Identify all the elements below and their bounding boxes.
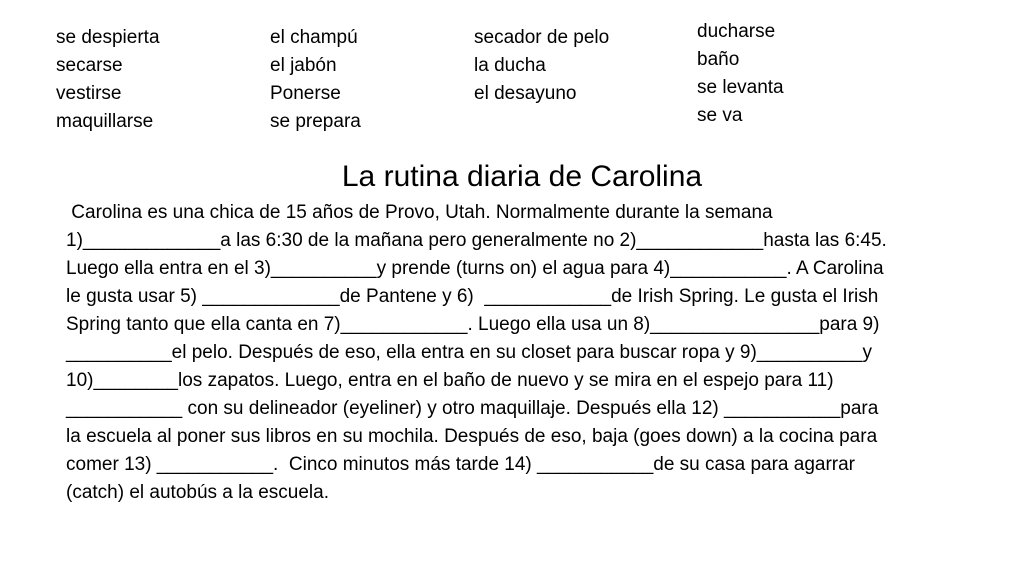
passage-line: le gusta usar 5) _____________de Pantene y 6) ____________de Irish Spring. Le gusta el Irish	[66, 286, 879, 307]
word-bank-item: ducharse	[697, 21, 776, 42]
word-bank-item: se va	[697, 105, 743, 126]
word-bank-item: vestirse	[56, 83, 122, 104]
passage-line: la escuela al poner sus libros en su mochila. Después de eso, baja (goes down) a la cocina para	[66, 426, 878, 447]
word-bank-item: se despierta	[56, 27, 160, 48]
passage-line: Spring tanto que ella canta en 7)____________. Luego ella usa un 8)________________para 9)	[66, 314, 880, 335]
word-bank-column-3	[474, 24, 609, 108]
word-bank-item: baño	[697, 49, 740, 70]
passage-line: __________el pelo. Después de eso, ella entra en su closet para buscar ropa y 9)__________y	[66, 342, 872, 363]
word-bank-item: secarse	[56, 55, 123, 76]
passage-line: ___________ con su delineador (eyeliner) y otro maquillaje. Después ella 12) ___________para	[66, 398, 879, 419]
word-bank-column-4	[697, 18, 784, 130]
word-bank-column-2	[270, 24, 361, 136]
word-bank-item: se prepara	[270, 111, 361, 132]
passage-line: Luego ella entra en el 3)__________y prende (turns on) el agua para 4)___________. A Carolina	[66, 258, 884, 279]
word-bank-item: el jabón	[270, 55, 337, 76]
word-bank-item: el champú	[270, 27, 358, 48]
word-bank-column-1	[56, 24, 160, 136]
word-bank-item: maquillarse	[56, 111, 154, 132]
word-bank-item: secador de pelo	[474, 27, 610, 48]
passage-line: Carolina es una chica de 15 años de Provo, Utah. Normalmente durante la semana	[66, 202, 773, 223]
passage-line: 10)________los zapatos. Luego, entra en el baño de nuevo y se mira en el espejo para 11)	[66, 370, 834, 391]
passage-line: 1)_____________a las 6:30 de la mañana pero generalmente no 2)____________hasta las 6:45.	[66, 230, 887, 251]
word-bank-item: la ducha	[474, 55, 546, 76]
word-bank-item: Ponerse	[270, 83, 341, 104]
passage-line: (catch) el autobús a la escuela.	[66, 482, 329, 503]
reading-passage	[66, 199, 887, 507]
word-bank-item: el desayuno	[474, 83, 577, 104]
passage-line: comer 13) ___________. Cinco minutos más tarde 14) ___________de su casa para agarrar	[66, 454, 856, 475]
page-title: La rutina diaria de Carolina	[341, 160, 703, 193]
word-bank-item: se levanta	[697, 77, 784, 98]
